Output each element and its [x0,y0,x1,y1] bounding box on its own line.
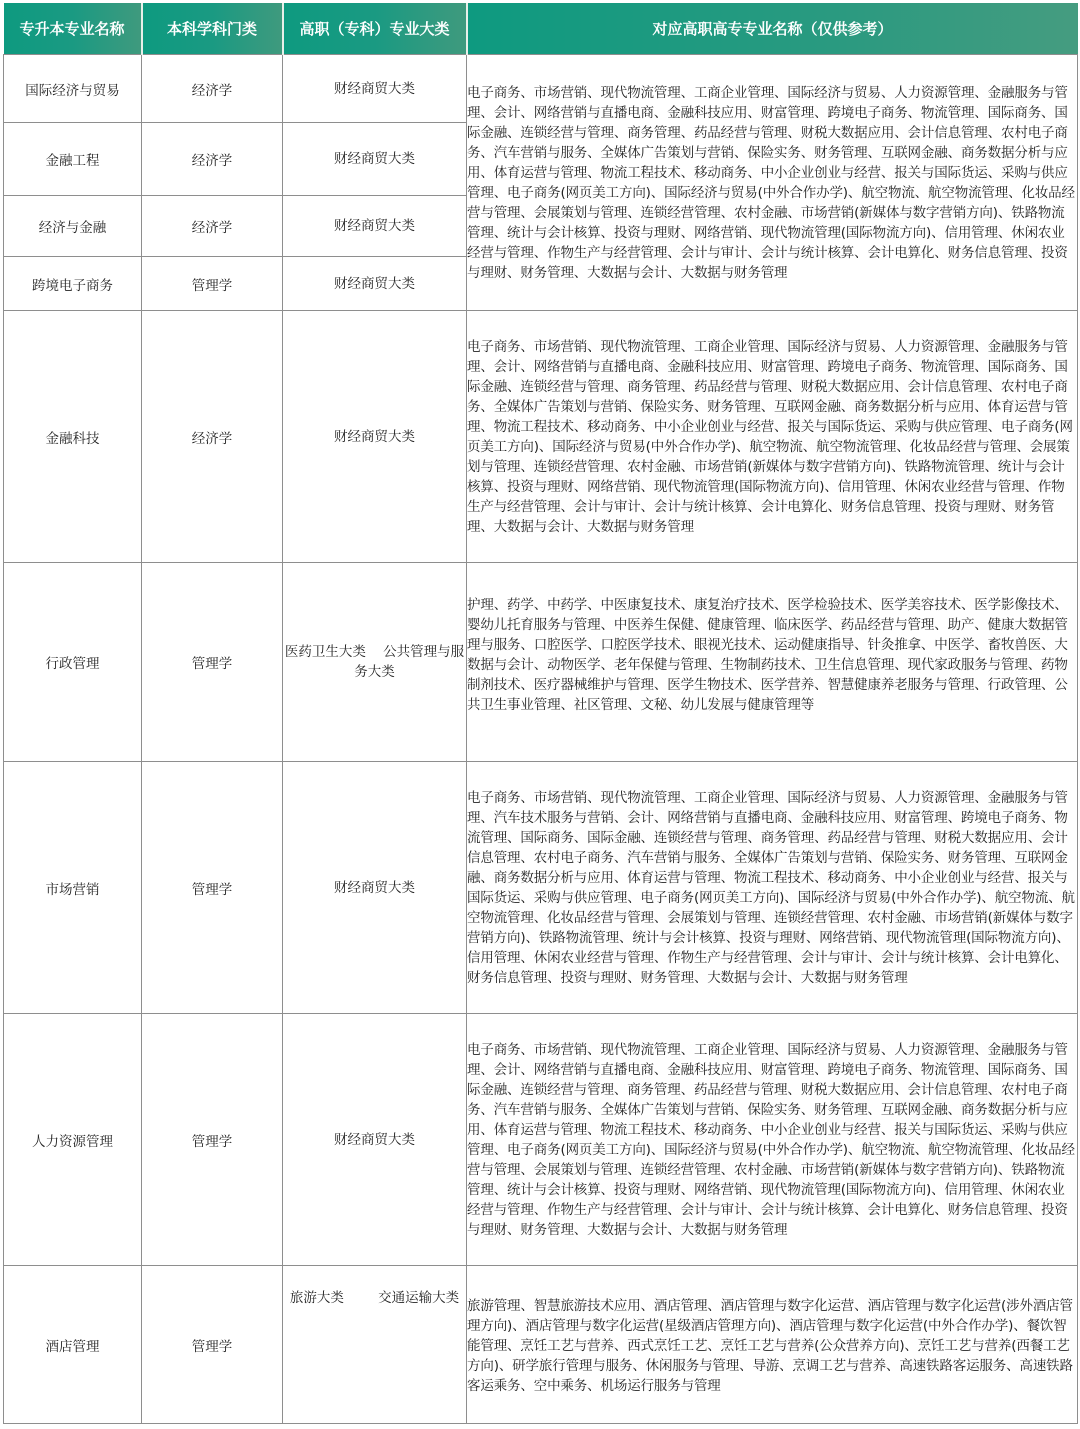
header-upgrade-major: 专升本专业名称 [4,3,142,55]
discipline: 经济学 [142,123,283,196]
discipline: 管理学 [142,257,283,311]
header-vocational-category: 高职（专科）专业大类 [283,3,467,55]
majors-mapping-table [3,3,1078,1424]
major-name: 经济与金融 [4,196,142,257]
major-name: 金融科技 [4,311,142,563]
discipline: 经济学 [142,311,283,563]
vocational-category [283,563,467,762]
vocational-category: 财经商贸大类 [283,55,467,123]
major-name: 国际经济与贸易 [4,55,142,123]
vocational-category: 财经商贸大类 [283,257,467,311]
major-name: 人力资源管理 [4,1014,142,1266]
major-name: 酒店管理 [4,1266,142,1424]
vocational-category-text: 医药卫生大类 公共管理与服务大类 [284,644,465,680]
vocational-category: 财经商贸大类 [283,762,467,1014]
major-name: 市场营销 [4,762,142,1014]
table-row [4,563,1078,762]
related-majors: 电子商务、市场营销、现代物流管理、工商企业管理、国际经济与贸易、人力资源管理、金融服务与管理、会计、网络营销与直播电商、金融科技应用、财富管理、跨境电子商务、物流管理、国际商务、国际金融、连锁经营与管理、商务管理、药品经营与管理、财税大数据应用、会计信息管理、农村电子商务、全媒体广告策划与营销、保险实务、财务管理、互联网金融、商务数据分析与应用、体育运营与管理、物流工程技术、移动商务、中小企业创业与经营、报关与国际货运、采购与供应管理、电子商务(网页美工方向)、国际经济与贸易(中外合作办学)、航空物流、航空物流管理、化妆品经营与管理、会展策划与管理、连锁经营管理、农村金融、市场营销(新媒体与数字营销方向)、铁路物流管理、统计与会计核算、投资与理财、网络营销、现代物流管理(国际物流方向)、信用管理、休闲农业经营与管理、作物生产与经营管理、会计与审计、会计与统计核算、会计电算化、财务信息管理、投资与理财、财务管理、大数据与会计、大数据与财务管理 [467,311,1078,563]
discipline: 经济学 [142,196,283,257]
table-row [4,55,1078,123]
table-row [4,762,1078,1014]
discipline: 管理学 [142,563,283,762]
discipline: 管理学 [142,762,283,1014]
related-majors: 护理、药学、中药学、中医康复技术、康复治疗技术、医学检验技术、医学美容技术、医学影像技术、婴幼儿托育服务与管理、中医养生保健、健康管理、临床医学、药品经营与管理、助产、健康大数据管理与服务、口腔医学、口腔医学技术、眼视光技术、运动健康指导、针灸推拿、中医学、畜牧兽医、大数据与会计、动物医学、老年保健与管理、生物制药技术、卫生信息管理、现代家政服务与管理、药物制剂技术、医疗器械维护与管理、医学生物技术、医学营养、智慧健康养老服务与管理、行政管理、公共卫生事业管理、社区管理、文秘、幼儿发展与健康管理等 [467,563,1078,762]
major-name: 行政管理 [4,563,142,762]
related-majors: 旅游管理、智慧旅游技术应用、酒店管理、酒店管理与数字化运营、酒店管理与数字化运营(涉外酒店管理方向)、酒店管理与数字化运营(星级酒店管理方向)、酒店管理与数字化运营(中外合作办学)、餐饮智能管理、烹饪工艺与营养、西式烹饪工艺、烹饪工艺与营养(公众营养方向)、烹饪工艺与营养(西餐工艺方向)、研学旅行管理与服务、休闲服务与管理、导游、烹调工艺与营养、高速铁路客运服务、高速铁路客运乘务、空中乘务、机场运行服务与管理 [467,1266,1078,1424]
major-name: 金融工程 [4,123,142,196]
vocational-category: 财经商贸大类 [283,196,467,257]
header-row [4,3,1078,55]
table-row [4,1266,1078,1424]
related-majors: 电子商务、市场营销、现代物流管理、工商企业管理、国际经济与贸易、人力资源管理、金融服务与管理、汽车技术服务与营销、会计、网络营销与直播电商、金融科技应用、财富管理、跨境电子商务、物流管理、国际商务、国际金融、连锁经营与管理、商务管理、药品经营与管理、财税大数据应用、会计信息管理、农村电子商务、汽车营销与服务、全媒体广告策划与营销、保险实务、财务管理、互联网金融、商务数据分析与应用、体育运营与管理、物流工程技术、移动商务、中小企业创业与经营、报关与国际货运、采购与供应管理、电子商务(网页美工方向)、国际经济与贸易(中外合作办学)、航空物流、航空物流管理、化妆品经营与管理、会展策划与管理、连锁经营管理、农村金融、市场营销(新媒体与数字营销方向)、铁路物流管理、统计与会计核算、投资与理财、网络营销、现代物流管理(国际物流方向)、信用管理、休闲农业经营与管理、作物生产与经营管理、会计与审计、会计与统计核算、会计电算化、财务信息管理、投资与理财、财务管理、大数据与会计、大数据与财务管理 [467,762,1078,1014]
vocational-category: 财经商贸大类 [283,1014,467,1266]
major-name: 跨境电子商务 [4,257,142,311]
table-row [4,1014,1078,1266]
table-row [4,311,1078,563]
vocational-category: 财经商贸大类 [283,123,467,196]
vocational-category-text: 旅游大类 交通运输大类 [289,1290,460,1306]
related-majors: 电子商务、市场营销、现代物流管理、工商企业管理、国际经济与贸易、人力资源管理、金融服务与管理、会计、网络营销与直播电商、金融科技应用、财富管理、跨境电子商务、物流管理、国际商务、国际金融、连锁经营与管理、商务管理、药品经营与管理、财税大数据应用、会计信息管理、农村电子商务、汽车营销与服务、全媒体广告策划与营销、保险实务、财务管理、互联网金融、商务数据分析与应用、体育运营与管理、物流工程技术、移动商务、中小企业创业与经营、报关与国际货运、采购与供应管理、电子商务(网页美工方向)、国际经济与贸易(中外合作办学)、航空物流、航空物流管理、化妆品经营与管理、会展策划与管理、连锁经营管理、农村金融、市场营销(新媒体与数字营销方向)、铁路物流管理、统计与会计核算、投资与理财、网络营销、现代物流管理(国际物流方向)、信用管理、休闲农业经营与管理、作物生产与经营管理、会计与审计、会计与统计核算、会计电算化、财务信息管理、投资与理财、财务管理、大数据与会计、大数据与财务管理 [467,55,1078,311]
vocational-category: 财经商贸大类 [283,311,467,563]
header-discipline: 本科学科门类 [142,3,283,55]
vocational-category [283,1266,467,1424]
discipline: 经济学 [142,55,283,123]
related-majors: 电子商务、市场营销、现代物流管理、工商企业管理、国际经济与贸易、人力资源管理、金融服务与管理、会计、网络营销与直播电商、金融科技应用、财富管理、跨境电子商务、物流管理、国际商务、国际金融、连锁经营与管理、商务管理、药品经营与管理、财税大数据应用、会计信息管理、农村电子商务、汽车营销与服务、全媒体广告策划与营销、保险实务、财务管理、互联网金融、商务数据分析与应用、体育运营与管理、物流工程技术、移动商务、中小企业创业与经营、报关与国际货运、采购与供应管理、电子商务(网页美工方向)、国际经济与贸易(中外合作办学)、航空物流、航空物流管理、化妆品经营与管理、会展策划与管理、连锁经营管理、农村金融、市场营销(新媒体与数字营销方向)、铁路物流管理、统计与会计核算、投资与理财、网络营销、现代物流管理(国际物流方向)、信用管理、休闲农业经营与管理、作物生产与经营管理、会计与审计、会计与统计核算、会计电算化、财务信息管理、投资与理财、财务管理、大数据与会计、大数据与财务管理 [467,1014,1078,1266]
header-related-majors: 对应高职高专专业名称（仅供参考） [467,3,1078,55]
discipline: 管理学 [142,1266,283,1424]
discipline: 管理学 [142,1014,283,1266]
